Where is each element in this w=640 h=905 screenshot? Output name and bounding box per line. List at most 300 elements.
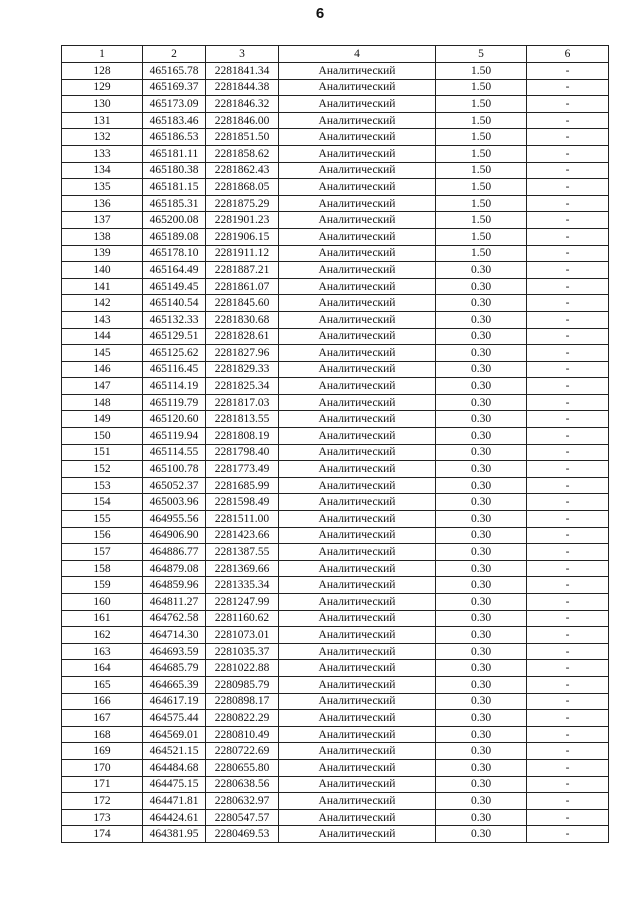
point-number-cell: 138 (62, 228, 143, 245)
note-cell: - (527, 179, 609, 196)
x-coordinate-cell: 465164.49 (143, 262, 206, 279)
y-coordinate-cell: 2281901.23 (206, 212, 279, 229)
method-cell: Аналитический (279, 776, 436, 793)
point-number-cell: 149 (62, 411, 143, 428)
table-row (62, 145, 609, 162)
accuracy-cell: 0.30 (436, 394, 527, 411)
accuracy-cell: 1.50 (436, 63, 527, 80)
table-row (62, 63, 609, 80)
point-number-cell: 159 (62, 577, 143, 594)
y-coordinate-cell: 2281035.37 (206, 643, 279, 660)
table-row (62, 345, 609, 362)
x-coordinate-cell: 464811.27 (143, 594, 206, 611)
y-coordinate-cell: 2280822.29 (206, 710, 279, 727)
x-coordinate-cell: 465173.09 (143, 96, 206, 113)
point-number-cell: 128 (62, 63, 143, 80)
accuracy-cell: 0.30 (436, 826, 527, 843)
note-cell: - (527, 544, 609, 561)
note-cell: - (527, 776, 609, 793)
y-coordinate-cell: 2281846.32 (206, 96, 279, 113)
note-cell: - (527, 494, 609, 511)
y-coordinate-cell: 2281827.96 (206, 345, 279, 362)
y-coordinate-cell: 2281808.19 (206, 428, 279, 445)
method-cell: Аналитический (279, 295, 436, 312)
note-cell: - (527, 610, 609, 627)
x-coordinate-cell: 464714.30 (143, 627, 206, 644)
point-number-cell: 163 (62, 643, 143, 660)
x-coordinate-cell: 465181.15 (143, 179, 206, 196)
accuracy-cell: 0.30 (436, 328, 527, 345)
table-row (62, 361, 609, 378)
x-coordinate-cell: 465116.45 (143, 361, 206, 378)
note-cell: - (527, 394, 609, 411)
point-number-cell: 131 (62, 112, 143, 129)
point-number-cell: 130 (62, 96, 143, 113)
method-cell: Аналитический (279, 643, 436, 660)
coordinates-table (61, 45, 609, 843)
accuracy-cell: 0.30 (436, 477, 527, 494)
x-coordinate-cell: 464471.81 (143, 793, 206, 810)
point-number-cell: 132 (62, 129, 143, 146)
y-coordinate-cell: 2281022.88 (206, 660, 279, 677)
accuracy-cell: 0.30 (436, 311, 527, 328)
y-coordinate-cell: 2281868.05 (206, 179, 279, 196)
y-coordinate-cell: 2281073.01 (206, 627, 279, 644)
note-cell: - (527, 245, 609, 262)
table-row (62, 494, 609, 511)
x-coordinate-cell: 465140.54 (143, 295, 206, 312)
table-row (62, 461, 609, 478)
accuracy-cell: 0.30 (436, 610, 527, 627)
point-number-cell: 143 (62, 311, 143, 328)
point-number-cell: 162 (62, 627, 143, 644)
note-cell: - (527, 295, 609, 312)
table-row (62, 826, 609, 843)
point-number-cell: 165 (62, 676, 143, 693)
table-row (62, 610, 609, 627)
table-row (62, 411, 609, 428)
note-cell: - (527, 411, 609, 428)
method-cell: Аналитический (279, 245, 436, 262)
x-coordinate-cell: 464575.44 (143, 710, 206, 727)
y-coordinate-cell: 2281862.43 (206, 162, 279, 179)
method-cell: Аналитический (279, 759, 436, 776)
note-cell: - (527, 428, 609, 445)
method-cell: Аналитический (279, 693, 436, 710)
table-row (62, 278, 609, 295)
point-number-cell: 167 (62, 710, 143, 727)
y-coordinate-cell: 2280638.56 (206, 776, 279, 793)
method-cell: Аналитический (279, 179, 436, 196)
method-cell: Аналитический (279, 311, 436, 328)
accuracy-cell: 1.50 (436, 212, 527, 229)
y-coordinate-cell: 2281335.34 (206, 577, 279, 594)
note-cell: - (527, 660, 609, 677)
y-coordinate-cell: 2281858.62 (206, 145, 279, 162)
x-coordinate-cell: 465114.55 (143, 444, 206, 461)
method-cell: Аналитический (279, 328, 436, 345)
y-coordinate-cell: 2281511.00 (206, 511, 279, 528)
method-cell: Аналитический (279, 262, 436, 279)
note-cell: - (527, 477, 609, 494)
column-header: 5 (436, 46, 527, 63)
accuracy-cell: 1.50 (436, 228, 527, 245)
accuracy-cell: 0.30 (436, 627, 527, 644)
table-row (62, 245, 609, 262)
y-coordinate-cell: 2280547.57 (206, 809, 279, 826)
method-cell: Аналитический (279, 428, 436, 445)
accuracy-cell: 0.30 (436, 693, 527, 710)
table-row (62, 776, 609, 793)
note-cell: - (527, 195, 609, 212)
accuracy-cell: 0.30 (436, 793, 527, 810)
accuracy-cell: 0.30 (436, 660, 527, 677)
y-coordinate-cell: 2281387.55 (206, 544, 279, 561)
point-number-cell: 173 (62, 809, 143, 826)
note-cell: - (527, 461, 609, 478)
accuracy-cell: 0.30 (436, 295, 527, 312)
x-coordinate-cell: 464617.19 (143, 693, 206, 710)
table-row (62, 262, 609, 279)
accuracy-cell: 0.30 (436, 511, 527, 528)
y-coordinate-cell: 2281844.38 (206, 79, 279, 96)
note-cell: - (527, 162, 609, 179)
y-coordinate-cell: 2281911.12 (206, 245, 279, 262)
table-row (62, 527, 609, 544)
x-coordinate-cell: 465181.11 (143, 145, 206, 162)
x-coordinate-cell: 464879.08 (143, 560, 206, 577)
x-coordinate-cell: 465149.45 (143, 278, 206, 295)
note-cell: - (527, 743, 609, 760)
note-cell: - (527, 444, 609, 461)
x-coordinate-cell: 465114.19 (143, 378, 206, 395)
point-number-cell: 146 (62, 361, 143, 378)
point-number-cell: 134 (62, 162, 143, 179)
x-coordinate-cell: 465165.78 (143, 63, 206, 80)
table-row (62, 710, 609, 727)
point-number-cell: 137 (62, 212, 143, 229)
accuracy-cell: 0.30 (436, 444, 527, 461)
table-row (62, 378, 609, 395)
method-cell: Аналитический (279, 809, 436, 826)
point-number-cell: 133 (62, 145, 143, 162)
table-row (62, 660, 609, 677)
y-coordinate-cell: 2281773.49 (206, 461, 279, 478)
x-coordinate-cell: 464521.15 (143, 743, 206, 760)
point-number-cell: 129 (62, 79, 143, 96)
point-number-cell: 171 (62, 776, 143, 793)
accuracy-cell: 1.50 (436, 195, 527, 212)
point-number-cell: 157 (62, 544, 143, 561)
point-number-cell: 144 (62, 328, 143, 345)
accuracy-cell: 0.30 (436, 776, 527, 793)
table-row (62, 594, 609, 611)
x-coordinate-cell: 464424.61 (143, 809, 206, 826)
method-cell: Аналитический (279, 710, 436, 727)
accuracy-cell: 1.50 (436, 245, 527, 262)
point-number-cell: 148 (62, 394, 143, 411)
x-coordinate-cell: 465119.79 (143, 394, 206, 411)
table-row (62, 129, 609, 146)
accuracy-cell: 0.30 (436, 527, 527, 544)
y-coordinate-cell: 2280632.97 (206, 793, 279, 810)
method-cell: Аналитический (279, 560, 436, 577)
table-row (62, 577, 609, 594)
y-coordinate-cell: 2281369.66 (206, 560, 279, 577)
table-row (62, 228, 609, 245)
page-number: 6 (315, 5, 325, 22)
method-cell: Аналитический (279, 394, 436, 411)
accuracy-cell: 1.50 (436, 179, 527, 196)
y-coordinate-cell: 2281846.00 (206, 112, 279, 129)
y-coordinate-cell: 2281906.15 (206, 228, 279, 245)
note-cell: - (527, 129, 609, 146)
x-coordinate-cell: 465125.62 (143, 345, 206, 362)
y-coordinate-cell: 2280898.17 (206, 693, 279, 710)
point-number-cell: 158 (62, 560, 143, 577)
y-coordinate-cell: 2281887.21 (206, 262, 279, 279)
table-row (62, 295, 609, 312)
note-cell: - (527, 759, 609, 776)
point-number-cell: 164 (62, 660, 143, 677)
point-number-cell: 142 (62, 295, 143, 312)
point-number-cell: 139 (62, 245, 143, 262)
x-coordinate-cell: 464693.59 (143, 643, 206, 660)
point-number-cell: 135 (62, 179, 143, 196)
y-coordinate-cell: 2281845.60 (206, 295, 279, 312)
column-header: 1 (62, 46, 143, 63)
method-cell: Аналитический (279, 594, 436, 611)
note-cell: - (527, 643, 609, 660)
x-coordinate-cell: 465186.53 (143, 129, 206, 146)
table-row (62, 544, 609, 561)
method-cell: Аналитический (279, 743, 436, 760)
point-number-cell: 161 (62, 610, 143, 627)
point-number-cell: 140 (62, 262, 143, 279)
x-coordinate-cell: 465120.60 (143, 411, 206, 428)
table-row (62, 394, 609, 411)
method-cell: Аналитический (279, 212, 436, 229)
method-cell: Аналитический (279, 278, 436, 295)
note-cell: - (527, 560, 609, 577)
point-number-cell: 141 (62, 278, 143, 295)
method-cell: Аналитический (279, 361, 436, 378)
method-cell: Аналитический (279, 162, 436, 179)
table-row (62, 96, 609, 113)
method-cell: Аналитический (279, 477, 436, 494)
point-number-cell: 153 (62, 477, 143, 494)
accuracy-cell: 0.30 (436, 262, 527, 279)
note-cell: - (527, 809, 609, 826)
note-cell: - (527, 212, 609, 229)
method-cell: Аналитический (279, 79, 436, 96)
note-cell: - (527, 63, 609, 80)
note-cell: - (527, 345, 609, 362)
point-number-cell: 152 (62, 461, 143, 478)
point-number-cell: 155 (62, 511, 143, 528)
table-row (62, 693, 609, 710)
table-body (62, 63, 609, 843)
accuracy-cell: 0.30 (436, 494, 527, 511)
table-row (62, 477, 609, 494)
y-coordinate-cell: 2281829.33 (206, 361, 279, 378)
method-cell: Аналитический (279, 444, 436, 461)
accuracy-cell: 0.30 (436, 345, 527, 362)
note-cell: - (527, 693, 609, 710)
table-row (62, 428, 609, 445)
accuracy-cell: 1.50 (436, 112, 527, 129)
y-coordinate-cell: 2281817.03 (206, 394, 279, 411)
table-row (62, 179, 609, 196)
x-coordinate-cell: 465189.08 (143, 228, 206, 245)
point-number-cell: 166 (62, 693, 143, 710)
method-cell: Аналитический (279, 411, 436, 428)
x-coordinate-cell: 465132.33 (143, 311, 206, 328)
method-cell: Аналитический (279, 527, 436, 544)
y-coordinate-cell: 2280810.49 (206, 726, 279, 743)
note-cell: - (527, 145, 609, 162)
point-number-cell: 169 (62, 743, 143, 760)
method-cell: Аналитический (279, 627, 436, 644)
point-number-cell: 151 (62, 444, 143, 461)
accuracy-cell: 0.30 (436, 726, 527, 743)
accuracy-cell: 0.30 (436, 544, 527, 561)
y-coordinate-cell: 2281828.61 (206, 328, 279, 345)
x-coordinate-cell: 464685.79 (143, 660, 206, 677)
table-row (62, 162, 609, 179)
method-cell: Аналитический (279, 793, 436, 810)
table-row (62, 627, 609, 644)
table-row (62, 676, 609, 693)
accuracy-cell: 0.30 (436, 643, 527, 660)
method-cell: Аналитический (279, 511, 436, 528)
x-coordinate-cell: 464906.90 (143, 527, 206, 544)
column-header: 6 (527, 46, 609, 63)
accuracy-cell: 0.30 (436, 378, 527, 395)
column-header: 3 (206, 46, 279, 63)
accuracy-cell: 0.30 (436, 278, 527, 295)
table-row (62, 726, 609, 743)
table-row (62, 643, 609, 660)
accuracy-cell: 0.30 (436, 710, 527, 727)
table-row (62, 743, 609, 760)
accuracy-cell: 0.30 (436, 743, 527, 760)
table-row (62, 759, 609, 776)
y-coordinate-cell: 2281798.40 (206, 444, 279, 461)
table-row (62, 212, 609, 229)
x-coordinate-cell: 465129.51 (143, 328, 206, 345)
point-number-cell: 147 (62, 378, 143, 395)
note-cell: - (527, 577, 609, 594)
method-cell: Аналитический (279, 610, 436, 627)
note-cell: - (527, 378, 609, 395)
y-coordinate-cell: 2281830.68 (206, 311, 279, 328)
y-coordinate-cell: 2281598.49 (206, 494, 279, 511)
x-coordinate-cell: 464381.95 (143, 826, 206, 843)
method-cell: Аналитический (279, 544, 436, 561)
y-coordinate-cell: 2281851.50 (206, 129, 279, 146)
method-cell: Аналитический (279, 63, 436, 80)
accuracy-cell: 0.30 (436, 428, 527, 445)
method-cell: Аналитический (279, 345, 436, 362)
method-cell: Аналитический (279, 228, 436, 245)
method-cell: Аналитический (279, 726, 436, 743)
method-cell: Аналитический (279, 195, 436, 212)
accuracy-cell: 0.30 (436, 809, 527, 826)
note-cell: - (527, 594, 609, 611)
note-cell: - (527, 112, 609, 129)
note-cell: - (527, 262, 609, 279)
note-cell: - (527, 511, 609, 528)
y-coordinate-cell: 2280722.69 (206, 743, 279, 760)
x-coordinate-cell: 465169.37 (143, 79, 206, 96)
x-coordinate-cell: 464665.39 (143, 676, 206, 693)
accuracy-cell: 0.30 (436, 411, 527, 428)
method-cell: Аналитический (279, 112, 436, 129)
note-cell: - (527, 278, 609, 295)
x-coordinate-cell: 465180.38 (143, 162, 206, 179)
accuracy-cell: 0.30 (436, 361, 527, 378)
table-row (62, 511, 609, 528)
table-row (62, 444, 609, 461)
y-coordinate-cell: 2281160.62 (206, 610, 279, 627)
x-coordinate-cell: 465119.94 (143, 428, 206, 445)
y-coordinate-cell: 2280985.79 (206, 676, 279, 693)
point-number-cell: 168 (62, 726, 143, 743)
x-coordinate-cell: 464886.77 (143, 544, 206, 561)
note-cell: - (527, 676, 609, 693)
accuracy-cell: 0.30 (436, 594, 527, 611)
point-number-cell: 145 (62, 345, 143, 362)
note-cell: - (527, 826, 609, 843)
point-number-cell: 160 (62, 594, 143, 611)
x-coordinate-cell: 464569.01 (143, 726, 206, 743)
x-coordinate-cell: 464955.56 (143, 511, 206, 528)
x-coordinate-cell: 464475.15 (143, 776, 206, 793)
x-coordinate-cell: 465178.10 (143, 245, 206, 262)
x-coordinate-cell: 465200.08 (143, 212, 206, 229)
y-coordinate-cell: 2281841.34 (206, 63, 279, 80)
point-number-cell: 170 (62, 759, 143, 776)
table-row (62, 79, 609, 96)
method-cell: Аналитический (279, 461, 436, 478)
x-coordinate-cell: 465185.31 (143, 195, 206, 212)
point-number-cell: 136 (62, 195, 143, 212)
x-coordinate-cell: 465052.37 (143, 477, 206, 494)
note-cell: - (527, 96, 609, 113)
x-coordinate-cell: 464762.58 (143, 610, 206, 627)
y-coordinate-cell: 2281861.07 (206, 278, 279, 295)
method-cell: Аналитический (279, 129, 436, 146)
accuracy-cell: 1.50 (436, 162, 527, 179)
x-coordinate-cell: 465003.96 (143, 494, 206, 511)
note-cell: - (527, 726, 609, 743)
note-cell: - (527, 793, 609, 810)
y-coordinate-cell: 2280655.80 (206, 759, 279, 776)
note-cell: - (527, 527, 609, 544)
point-number-cell: 154 (62, 494, 143, 511)
note-cell: - (527, 79, 609, 96)
method-cell: Аналитический (279, 145, 436, 162)
table-row (62, 560, 609, 577)
method-cell: Аналитический (279, 660, 436, 677)
accuracy-cell: 1.50 (436, 96, 527, 113)
note-cell: - (527, 228, 609, 245)
table-row (62, 195, 609, 212)
note-cell: - (527, 328, 609, 345)
accuracy-cell: 1.50 (436, 145, 527, 162)
method-cell: Аналитический (279, 494, 436, 511)
